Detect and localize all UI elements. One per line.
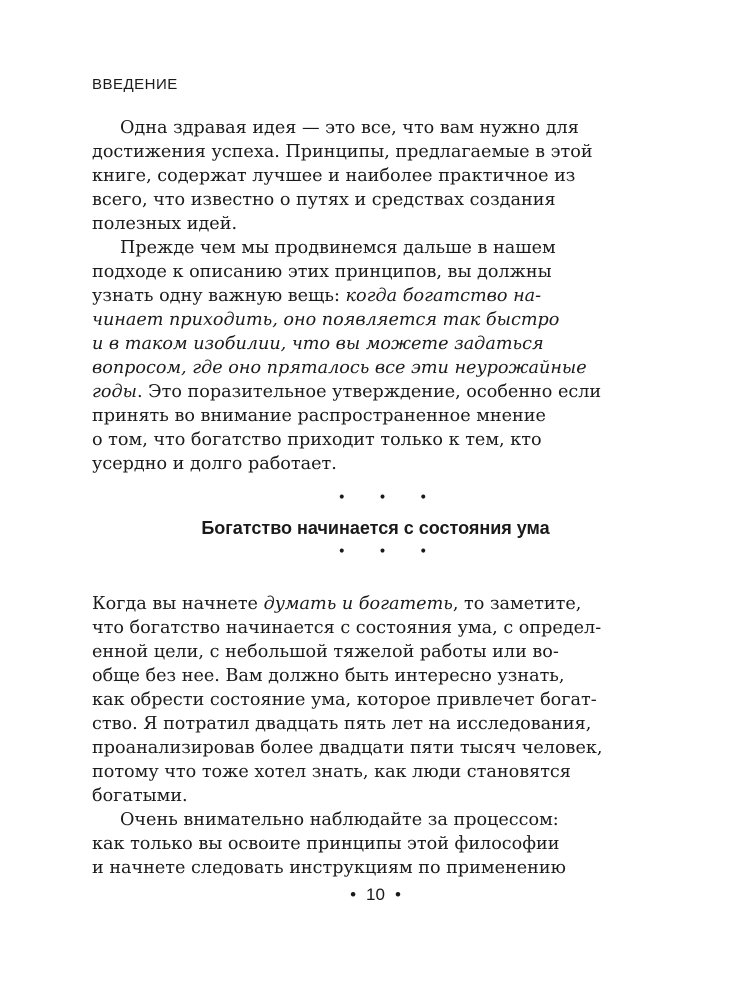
italic-span: когда богатство на- [345,286,542,306]
bullet-icon: • [350,885,357,904]
italic-span: думать и богатеть [263,594,453,614]
text-span: , то заметите, [452,594,582,614]
text-line: богатыми. [92,786,188,806]
text-span: узнать одну важную вещь: [92,286,346,306]
text-line: усердно и долго работает. [92,454,337,474]
text-line: проанализировав более двадцати пяти тысяч человек, [92,738,603,758]
text-line: Прежде чем мы продвинемся дальше в нашем [120,238,556,258]
text-line [92,284,542,308]
text-line: ство. Я потратил двадцать пять лет на исследования, [92,714,592,734]
separator-bottom: • • • [337,544,442,560]
text-line: полезных идей. [92,214,238,234]
text-line [92,308,560,332]
text-line: подходе к описанию этих принципов, вы должны [92,262,552,282]
text-line: принять во внимание распространенное мнение [92,406,546,426]
text-line: что богатство начинается с состояния ума, с определ- [92,618,602,638]
text-line: как только вы освоите принципы этой философии [92,834,560,854]
italic-span: годы [92,382,137,402]
text-line: енной цели, с небольшой тяжелой работы или во- [92,642,559,662]
text-line: и начнете следовать инструкциям по применению [92,858,566,878]
text-line [92,380,602,404]
text-line: как обрести состояние ума, которое привлечет богат- [92,690,597,710]
italic-span: и в таком изобилии, что вы можете задаться [92,334,544,354]
text-line: всего, что известно о путях и средствах создания [92,190,556,210]
text-line: Очень внимательно наблюдайте за процессом: [120,810,559,830]
text-line: Одна здравая идея — это все, что вам нужно для [120,118,579,138]
text-line: потому что тоже хотел знать, как люди становятся [92,762,571,782]
text-line: о том, что богатство приходит только к тем, кто [92,430,542,450]
italic-span: вопросом, где оно пряталось все эти неурожайные [92,358,587,378]
text-line: достижения успеха. Принципы, предлагаемые в этой [92,142,593,162]
text-line [92,592,582,616]
bullet-icon: • [394,885,401,904]
text-line [92,356,587,380]
text-line: книге, содержат лучшее и наиболее практичное из [92,166,576,186]
text-span: . Это поразительное утверждение, особенно если [136,382,602,402]
section-heading: Богатство начинается с состояния ума [201,518,550,538]
separator-top: • • • [337,490,442,506]
text-line [92,332,544,356]
italic-span: чинает приходить, оно появляется так быстро [92,310,560,330]
text-span: Когда вы начнете [92,594,264,614]
running-head: ВВЕДЕНИЕ [92,76,178,93]
page-number-footer [0,885,751,905]
text-line: обще без нее. Вам должно быть интересно узнать, [92,666,565,686]
page-number: 10 [366,885,385,904]
